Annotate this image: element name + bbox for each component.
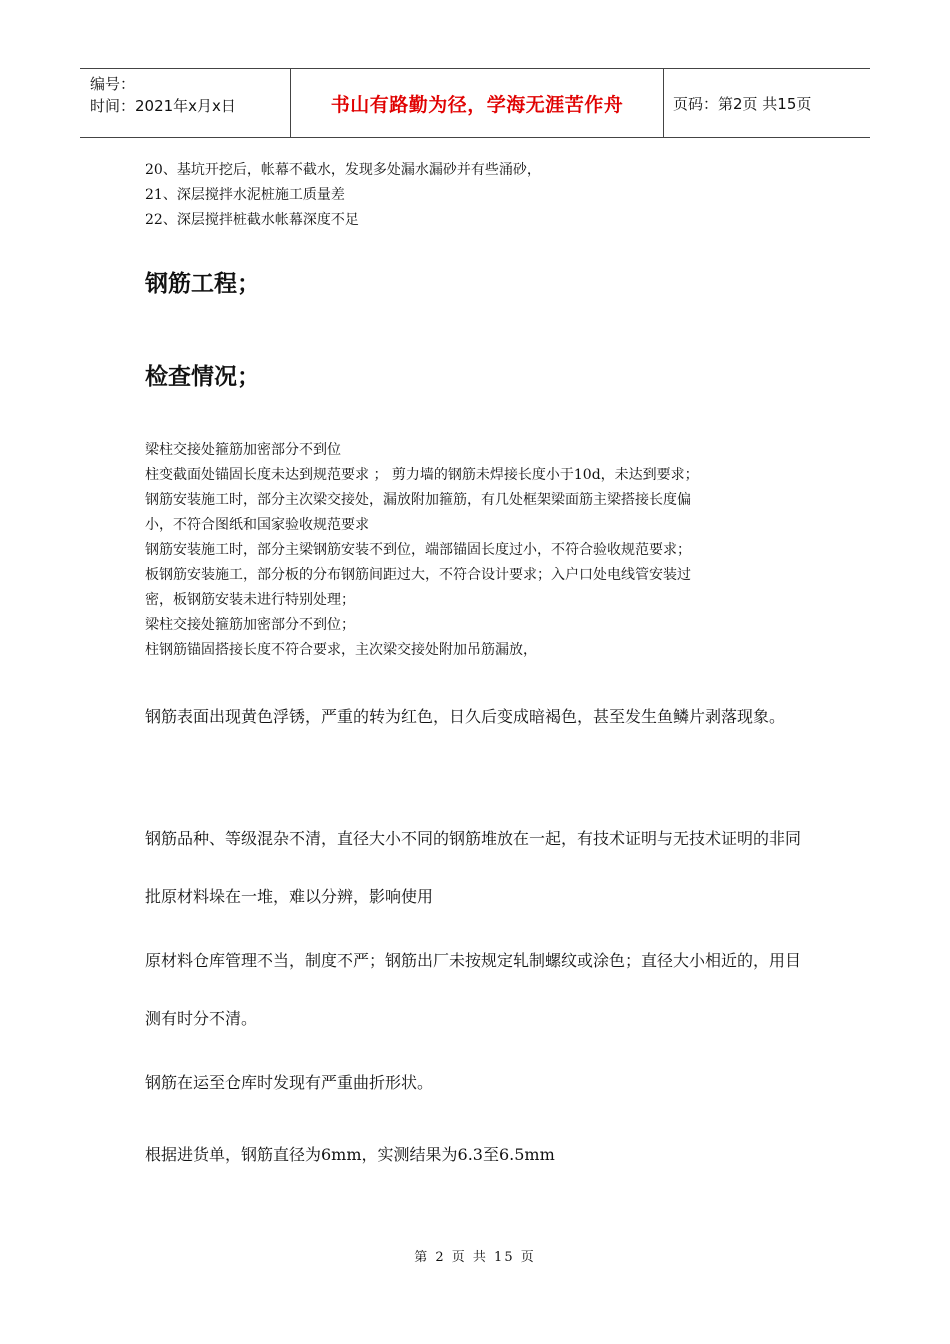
section-heading-rebar: 钢筋工程； [145,271,260,297]
paragraph-diameter: 根据进货单，钢筋直径为6mm，实测结果为6.3至6.5mm [145,1145,555,1164]
list-item: 20、基坑开挖后，帐幕不截水，发现多处漏水漏砂并有些涌砂， [145,162,541,178]
inspection-line: 钢筋安装施工时，部分主梁钢筋安装不到位，端部锚固长度过小，不符合验收规范要求； [145,542,691,558]
paragraph-rust: 钢筋表面出现黄色浮锈，严重的转为红色，日久后变成暗褐色，甚至发生鱼鳞片剥落现象。 [145,707,786,726]
inspection-line: 梁柱交接处箍筋加密部分不到位 [145,442,341,458]
paragraph-mixed-grades: 钢筋品种、等级混杂不清，直径大小不同的钢筋堆放在一起，有技术证明与无技术证明的非同批原材料垛在一堆，难以分辨，影响使用 [145,829,802,906]
page-header [80,68,870,138]
inspection-list [145,438,825,663]
header-left [80,69,291,137]
page-footer: 第 2 页 共 15 页 [414,1250,536,1265]
list-item: 21、深层搅拌水泥桩施工质量差 [145,187,345,203]
inspection-line: 密，板钢筋安装未进行特别处理； [145,592,355,608]
list-item: 22、深层搅拌桩截水帐幕深度不足 [145,212,359,228]
number-label: 编号： [90,75,136,93]
inspection-line: 柱变截面处锚固长度未达到规范要求 ； 剪力墙的钢筋未焊接长度小于10d，未达到要求； [145,467,699,483]
paragraph-storage: 原材料仓库管理不当，制度不严；钢筋出厂未按规定轧制螺纹或涂色；直径大小相近的，用目测有时分不清。 [145,951,802,1028]
inspection-line: 板钢筋安装施工，部分板的分布钢筋间距过大，不符合设计要求；入户口处电线管安装过 [145,567,691,583]
inspection-line: 梁柱交接处箍筋加密部分不到位； [145,617,355,633]
header-motto [291,69,664,137]
motto-text: 书山有路勤为径，学海无涯苦作舟 [330,93,624,116]
section-heading-inspection: 检查情况； [145,364,260,390]
inspection-line: 钢筋安装施工时，部分主次梁交接处，漏放附加箍筋，有几处框架梁面筋主梁搭接长度偏 [145,492,691,508]
header-page-info: 页码：第2页 共15页 [673,94,812,113]
paragraph-bending: 钢筋在运至仓库时发现有严重曲折形状。 [145,1073,434,1092]
top-list [145,158,825,233]
inspection-line: 小，不符合图纸和国家验收规范要求 [145,517,369,533]
date-label: 时间：2021年x月x日 [90,97,236,115]
inspection-line: 柱钢筋锚固搭接长度不符合要求，主次梁交接处附加吊筋漏放， [145,642,537,658]
